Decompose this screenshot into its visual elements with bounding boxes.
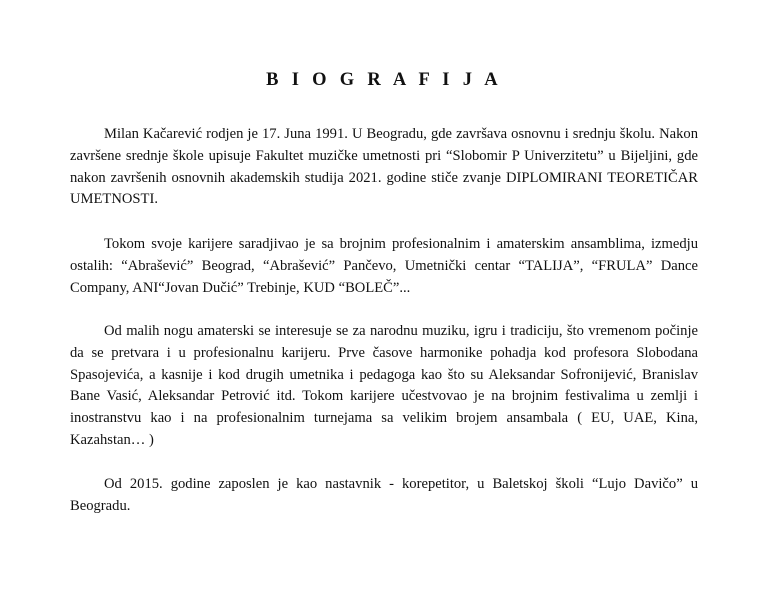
- document-title: B I O G R A F I J A: [266, 70, 502, 90]
- paragraph-education: Milan Kačarević rodjen je 17. Juna 1991. U Beogradu, gde završava osnovnu i srednju školu. Nakon završene srednje škole upisuje Fakultet muzičke umetnosti pri “Slobomir P Univerzitetu” u Bijeljini, gde nakon završenih osnovnih akademskih studija 2021. godine stiče zvanje DIPLOMIRANI TEORETIČAR UMETNOSTI.: [70, 126, 698, 208]
- paragraph-employment: Od 2015. godine zaposlen je kao nastavnik - korepetitor, u Baletskoj školi “Lujo Davičo” u Beogradu.: [70, 476, 698, 514]
- document-page: [70, 0, 698, 594]
- paragraph-career: Od malih nogu amaterski se interesuje se za narodnu muziku, igru i tradiciju, što vremenom počinje da se pretvara i u profesionalnu karijeru. Prve časove harmonike pohadja kod profesora Slobodana Spasojevića, a kasnije i kod drugih umetnika i pedagoga kao što su Aleksandar Sofronijević, Branislav Bane Vasić, Aleksandar Petrović itd. Tokom karijere učestvovao je na brojnim festivalima u zemlji i inostranstvu kao i na profesionalnim turnejama sa velikim brojem ansambala ( EU, UAE, Kina, Kazahstan… ): [70, 323, 698, 448]
- paragraph-ensembles: Tokom svoje karijere saradjivao je sa brojnim profesionalnim i amaterskim ansamblima, izmedju ostalih: “Abrašević” Beograd, “Abrašević” Pančevo, Umetnički centar “TALIJA”, “FRULA” Dance Company, ANI“Jovan Dučić” Trebinje, KUD “BOLEČ”...: [70, 236, 698, 296]
